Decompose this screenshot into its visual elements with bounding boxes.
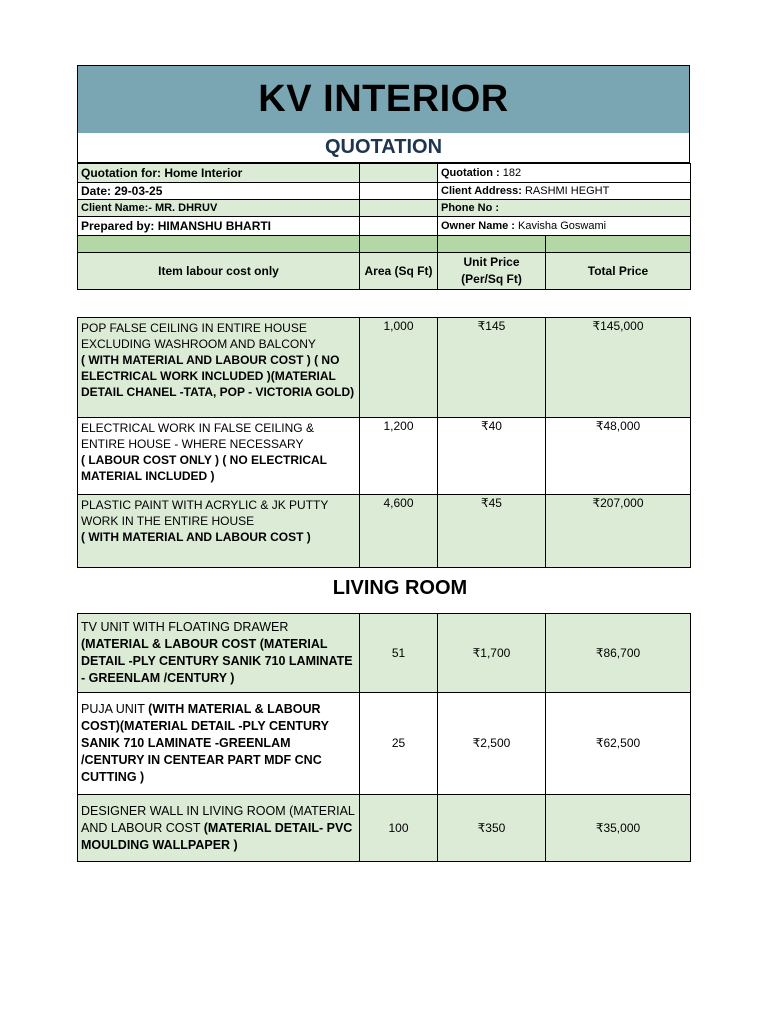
phone-cell: Phone No :	[438, 200, 691, 217]
item-description	[78, 693, 360, 795]
item-description-detail: ( WITH MATERIAL AND LABOUR COST )	[81, 530, 311, 544]
item-description	[78, 495, 360, 568]
item-total: ₹207,000	[546, 495, 691, 568]
item-description-main: ELECTRICAL WORK IN FALSE CEILING & ENTIRE HOUSE - WHERE NECESSARY	[81, 421, 314, 451]
item-description	[78, 795, 360, 862]
item-area: 1,200	[360, 418, 438, 495]
quotation-title-bar	[77, 133, 690, 163]
item-total: ₹62,500	[546, 693, 691, 795]
item-unit-price: ₹2,500	[438, 693, 546, 795]
separator-cell	[78, 236, 360, 253]
separator-cell	[438, 236, 546, 253]
item-unit-price: ₹145	[438, 318, 546, 418]
item-unit-price: ₹350	[438, 795, 546, 862]
info-row	[78, 164, 691, 183]
item-area: 25	[360, 693, 438, 795]
item-total: ₹35,000	[546, 795, 691, 862]
item-total: ₹145,000	[546, 318, 691, 418]
owner-name-label: Owner Name :	[441, 220, 519, 232]
item-description-main: POP FALSE CEILING IN ENTIRE HOUSE EXCLUDING WASHROOM AND BALCONY	[81, 321, 316, 351]
document-title: QUOTATION	[324, 136, 443, 158]
item-area: 51	[360, 614, 438, 693]
column-header-unit-price	[438, 253, 546, 290]
item-total: ₹48,000	[546, 418, 691, 495]
unit-price-line-2: (Per/Sq Ft)	[461, 272, 522, 286]
spacer-cell	[360, 183, 438, 200]
prepared-by-cell: Prepared by: HIMANSHU BHARTI	[78, 217, 360, 236]
spacer-cell	[360, 200, 438, 217]
date-cell: Date: 29-03-25	[78, 183, 360, 200]
client-name-cell: Client Name:- MR. DHRUV	[78, 200, 360, 217]
info-row	[78, 200, 691, 217]
quotation-for-cell: Quotation for: Home Interior	[78, 164, 360, 183]
info-row	[78, 217, 691, 236]
item-total: ₹86,700	[546, 614, 691, 693]
item-description-detail: ( LABOUR COST ONLY ) ( NO ELECTRICAL MATERIAL INCLUDED )	[81, 453, 327, 483]
column-header-item: Item labour cost only	[78, 253, 360, 290]
column-header-area: Area (Sq Ft)	[360, 253, 438, 290]
spacer-cell	[360, 164, 438, 183]
item-description-detail: (MATERIAL DETAIL- PVC MOULDING WALLPAPER )	[81, 820, 353, 852]
table-row	[78, 318, 691, 418]
unit-price-line-1: Unit Price	[463, 255, 520, 269]
company-name: KV INTERIOR	[258, 78, 509, 120]
item-description	[78, 614, 360, 693]
column-header-row	[78, 253, 691, 290]
item-description-detail: (WITH MATERIAL & LABOUR COST)(MATERIAL DETAIL -PLY CENTURY SANIK 710 LAMINATE -GREENLAM /CENTURY IN CENTEAR PART MDF CNC CUTTING )	[81, 702, 329, 784]
item-unit-price: ₹40	[438, 418, 546, 495]
owner-name-value: Kavisha Goswami	[518, 220, 607, 232]
client-address-cell	[438, 183, 691, 200]
client-address-label: Client Address:	[441, 185, 525, 197]
item-unit-price: ₹1,700	[438, 614, 546, 693]
separator-row	[78, 236, 691, 253]
owner-name-cell	[438, 217, 691, 236]
item-area: 4,600	[360, 495, 438, 568]
info-row	[78, 183, 691, 200]
item-area: 1,000	[360, 318, 438, 418]
spacer-cell	[360, 217, 438, 236]
item-description-main: PLASTIC PAINT WITH ACRYLIC & JK PUTTY WORK IN THE ENTIRE HOUSE	[81, 498, 329, 528]
table-row	[78, 614, 691, 693]
item-description	[78, 418, 360, 495]
table-row	[78, 795, 691, 862]
table-row	[78, 495, 691, 568]
table-row	[78, 693, 691, 795]
item-description-main: DESIGNER WALL IN LIVING ROOM (MATERIAL AND LABOUR COST	[81, 803, 355, 835]
item-description-main: TV UNIT WITH FLOATING DRAWER	[81, 620, 289, 634]
separator-cell	[360, 236, 438, 253]
client-address-value: RASHMI HEGHT	[524, 185, 610, 197]
table-row	[78, 418, 691, 495]
general-items-table	[77, 317, 691, 568]
item-description	[78, 318, 360, 418]
column-header-total: Total Price	[546, 253, 691, 290]
item-description-main: PUJA UNIT	[81, 702, 149, 716]
living-room-table	[77, 613, 691, 862]
separator-cell	[546, 236, 691, 253]
company-banner	[77, 65, 690, 134]
item-description-detail: ( WITH MATERIAL AND LABOUR COST ) ( NO ELECTRICAL WORK INCLUDED )(MATERIAL DETAIL CHANEL -TATA, POP - VICTORIA GOLD)	[81, 353, 355, 399]
item-unit-price: ₹45	[438, 495, 546, 568]
item-description-detail: (MATERIAL & LABOUR COST (MATERIAL DETAIL -PLY CENTURY SANIK 710 LAMINATE - GREENLAM /CENTURY )	[81, 637, 353, 685]
quotation-number-value: 182	[502, 167, 522, 179]
quotation-number-cell	[438, 164, 691, 183]
quotation-info-table	[77, 163, 691, 290]
quotation-number-label: Quotation :	[441, 167, 503, 179]
section-title-living-room: LIVING ROOM	[332, 577, 468, 599]
item-area: 100	[360, 795, 438, 862]
